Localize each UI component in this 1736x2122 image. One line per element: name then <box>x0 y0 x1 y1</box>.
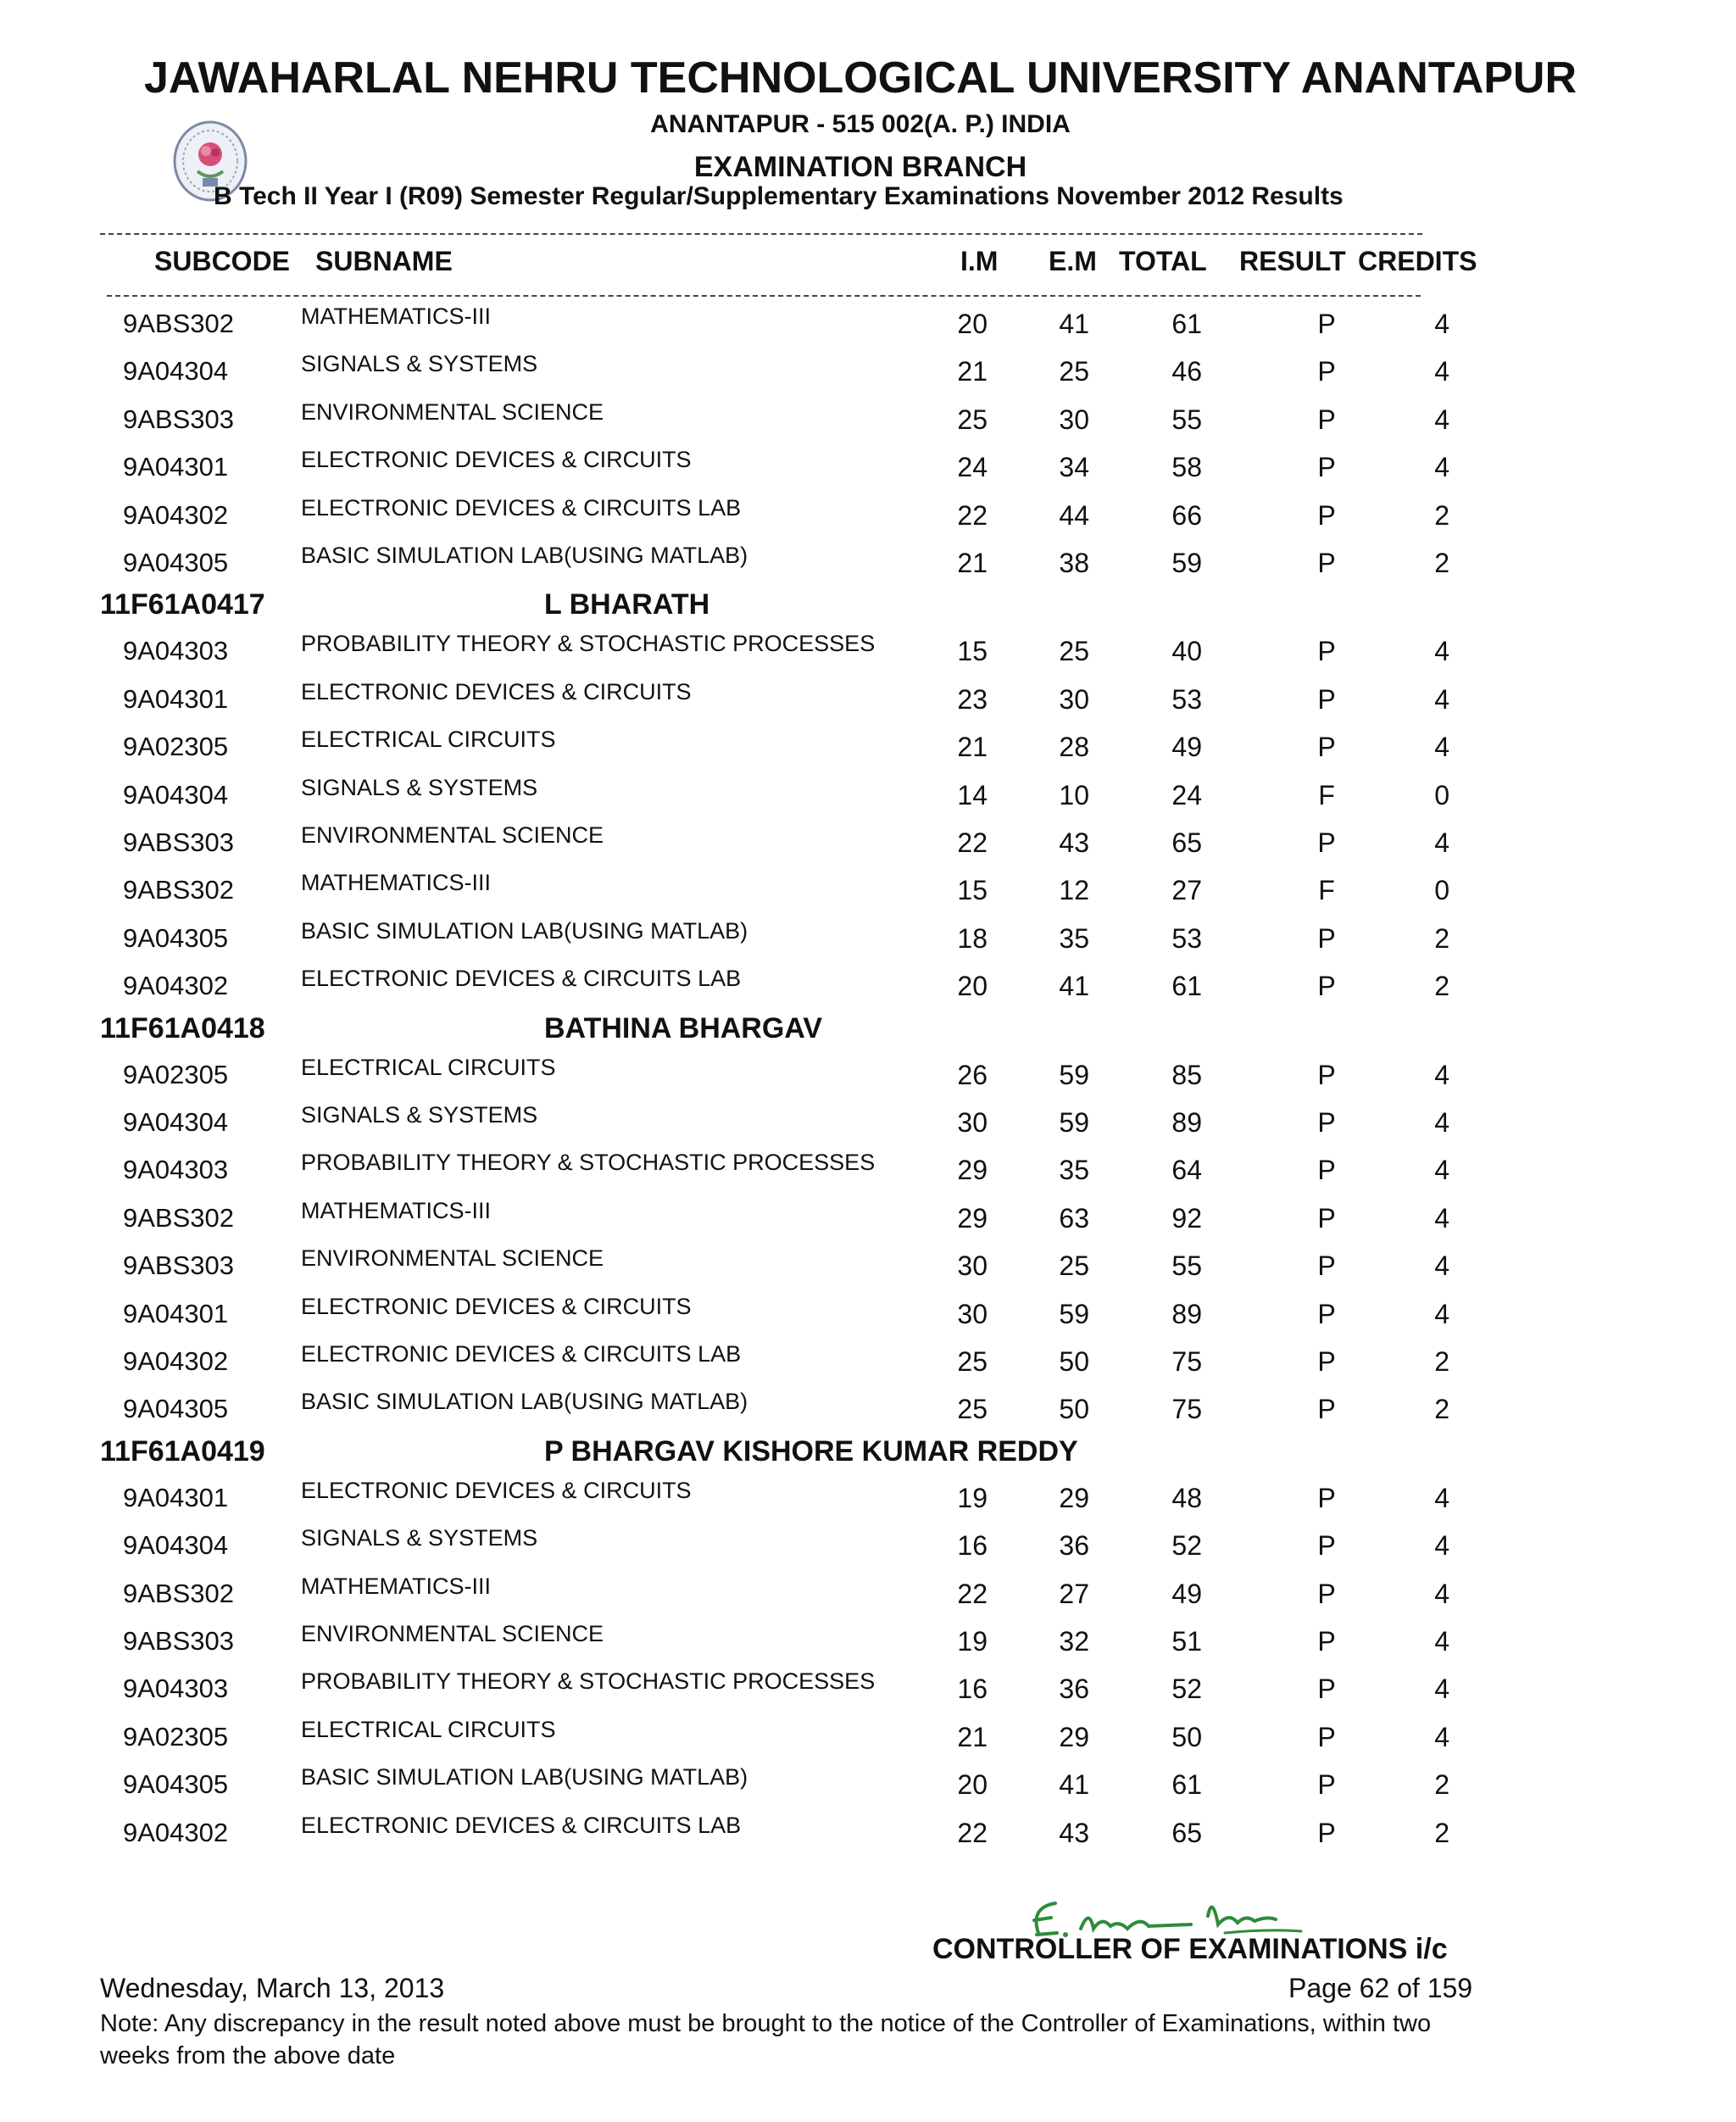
total-marks: 55 <box>1171 404 1202 435</box>
student-header <box>0 1012 1736 1055</box>
result: P <box>1317 309 1336 339</box>
subject-code: 9A04302 <box>123 1817 229 1847</box>
internal-marks: 19 <box>957 1626 988 1657</box>
credits: 4 <box>1434 1721 1449 1752</box>
credits: 4 <box>1434 356 1449 387</box>
credits: 4 <box>1434 1482 1449 1513</box>
internal-marks: 23 <box>957 683 988 715</box>
university-address: ANANTAPUR - 515 002(A. P.) INDIA <box>650 110 1071 138</box>
external-marks: 34 <box>1059 452 1089 483</box>
internal-marks: 30 <box>957 1107 988 1138</box>
internal-marks: 29 <box>957 1202 988 1234</box>
subject-name: ELECTRONIC DEVICES & CIRCUITS <box>301 678 692 705</box>
internal-marks: 25 <box>957 1394 988 1425</box>
subject-code: 9A04303 <box>123 1674 229 1704</box>
table-row <box>0 1572 1736 1619</box>
subject-name: ELECTRONIC DEVICES & CIRCUITS <box>301 1293 692 1319</box>
subject-code: 9ABS303 <box>123 827 234 857</box>
result: P <box>1317 732 1336 763</box>
result: P <box>1317 404 1336 435</box>
subject-code: 9A04301 <box>123 683 229 714</box>
internal-marks: 21 <box>957 356 988 387</box>
exam-title: B Tech II Year I (R09) Semester Regular/Supplementary Examinations November 2012 Results <box>214 182 1344 210</box>
result: P <box>1317 1482 1336 1513</box>
external-marks: 43 <box>1059 1817 1089 1848</box>
subject-name: ELECTRONIC DEVICES & CIRCUITS LAB <box>301 1341 742 1367</box>
external-marks: 25 <box>1059 1250 1089 1282</box>
total-marks: 53 <box>1171 922 1202 954</box>
subject-name: BASIC SIMULATION LAB(USING MATLAB) <box>301 1389 748 1415</box>
credits: 2 <box>1434 1346 1449 1377</box>
subject-name: PROBABILITY THEORY & STOCHASTIC PROCESSES <box>301 1150 876 1176</box>
student-name: BATHINA BHARGAV <box>544 1011 823 1044</box>
credits: 4 <box>1434 1530 1449 1562</box>
internal-marks: 25 <box>957 1346 988 1377</box>
table-row <box>0 398 1736 445</box>
table-row <box>0 1619 1736 1667</box>
external-marks: 63 <box>1059 1202 1089 1234</box>
subject-name: MATHEMATICS-III <box>301 304 491 329</box>
result: P <box>1317 1346 1336 1377</box>
col-header-im: I.M <box>960 246 999 276</box>
result: P <box>1317 1578 1336 1609</box>
internal-marks: 29 <box>957 1155 988 1186</box>
external-marks: 12 <box>1059 875 1089 906</box>
internal-marks: 18 <box>957 922 988 954</box>
subject-name: BASIC SIMULATION LAB(USING MATLAB) <box>301 1764 748 1791</box>
total-marks: 58 <box>1171 452 1202 483</box>
subject-code: 9ABS302 <box>123 875 234 905</box>
credits: 2 <box>1434 499 1449 531</box>
internal-marks: 19 <box>957 1482 988 1513</box>
subject-name: SIGNALS & SYSTEMS <box>301 774 538 800</box>
subject-name: ENVIRONMENTAL SCIENCE <box>301 822 604 848</box>
subject-name: ENVIRONMENTAL SCIENCE <box>301 1245 604 1272</box>
credits: 2 <box>1434 1394 1449 1425</box>
external-marks: 41 <box>1059 1769 1089 1801</box>
subject-code: 9ABS302 <box>123 1578 234 1608</box>
external-marks: 50 <box>1059 1346 1089 1377</box>
internal-marks: 22 <box>957 1817 988 1848</box>
external-marks: 59 <box>1059 1107 1089 1138</box>
external-marks: 27 <box>1059 1578 1089 1609</box>
total-marks: 61 <box>1171 309 1202 339</box>
subject-code: 9A02305 <box>123 1721 229 1752</box>
table-row <box>0 1811 1736 1858</box>
result: F <box>1318 875 1335 906</box>
result: P <box>1317 827 1336 858</box>
table-row <box>0 1523 1736 1571</box>
internal-marks: 26 <box>957 1059 988 1090</box>
credits: 4 <box>1434 1155 1449 1186</box>
subject-name: PROBABILITY THEORY & STOCHASTIC PROCESSES <box>301 631 876 657</box>
subject-name: ELECTRONIC DEVICES & CIRCUITS LAB <box>301 1812 742 1838</box>
total-marks: 53 <box>1171 683 1202 715</box>
subject-name: ENVIRONMENTAL SCIENCE <box>301 1621 604 1646</box>
external-marks: 35 <box>1059 1155 1089 1186</box>
result: P <box>1317 1674 1336 1705</box>
student-header <box>0 588 1736 631</box>
result: F <box>1318 779 1335 810</box>
subject-code: 9ABS302 <box>123 1202 234 1233</box>
internal-marks: 25 <box>957 404 988 435</box>
table-row <box>0 1387 1736 1434</box>
table-row <box>0 1715 1736 1763</box>
internal-marks: 15 <box>957 875 988 906</box>
internal-marks: 30 <box>957 1250 988 1282</box>
credits: 2 <box>1434 922 1449 954</box>
result: P <box>1317 548 1336 578</box>
table-row <box>0 1763 1736 1810</box>
subject-code: 9A04302 <box>123 1346 229 1376</box>
credits: 0 <box>1434 779 1449 810</box>
subject-code: 9A02305 <box>123 732 229 762</box>
subject-code: 9A04302 <box>123 499 229 530</box>
table-row <box>0 1053 1736 1100</box>
subject-name: PROBABILITY THEORY & STOCHASTIC PROCESSES <box>301 1668 876 1695</box>
result: P <box>1317 499 1336 531</box>
internal-marks: 16 <box>957 1530 988 1562</box>
col-header-em: E.M <box>1049 246 1097 276</box>
total-marks: 49 <box>1171 732 1202 763</box>
internal-marks: 22 <box>957 827 988 858</box>
result: P <box>1317 1817 1336 1848</box>
result: P <box>1317 452 1336 483</box>
total-marks: 50 <box>1171 1721 1202 1752</box>
table-row <box>0 629 1736 677</box>
internal-marks: 30 <box>957 1298 988 1329</box>
subject-code: 9A04305 <box>123 922 229 953</box>
subject-code: 9A04301 <box>123 1482 229 1512</box>
external-marks: 32 <box>1059 1626 1089 1657</box>
subject-name: SIGNALS & SYSTEMS <box>301 1102 538 1128</box>
total-marks: 75 <box>1171 1394 1202 1425</box>
external-marks: 43 <box>1059 827 1089 858</box>
table-row <box>0 773 1736 821</box>
total-marks: 59 <box>1171 548 1202 578</box>
subject-code: 9A04304 <box>123 1530 229 1561</box>
internal-marks: 16 <box>957 1674 988 1705</box>
result: P <box>1317 1202 1336 1234</box>
external-marks: 38 <box>1059 548 1089 578</box>
total-marks: 55 <box>1171 1250 1202 1282</box>
table-row <box>0 541 1736 588</box>
total-marks: 65 <box>1171 1817 1202 1848</box>
examination-branch: EXAMINATION BRANCH <box>693 151 1027 183</box>
subject-code: 9ABS303 <box>123 404 234 434</box>
subject-code: 9A02305 <box>123 1059 229 1089</box>
external-marks: 29 <box>1059 1482 1089 1513</box>
internal-marks: 20 <box>957 309 988 339</box>
credits: 4 <box>1434 1107 1449 1138</box>
table-row <box>0 445 1736 493</box>
credits: 4 <box>1434 827 1449 858</box>
total-marks: 52 <box>1171 1674 1202 1705</box>
total-marks: 64 <box>1171 1155 1202 1186</box>
result: P <box>1317 1769 1336 1801</box>
total-marks: 24 <box>1171 779 1202 810</box>
subject-name: ELECTRICAL CIRCUITS <box>301 1054 556 1080</box>
credits: 2 <box>1434 1769 1449 1801</box>
subject-code: 9ABS302 <box>123 309 234 338</box>
internal-marks: 22 <box>957 1578 988 1609</box>
table-row <box>0 1244 1736 1291</box>
student-header <box>0 1435 1736 1478</box>
col-header-credits: CREDITS <box>1358 246 1477 276</box>
external-marks: 50 <box>1059 1394 1089 1425</box>
external-marks: 59 <box>1059 1059 1089 1090</box>
total-marks: 89 <box>1171 1107 1202 1138</box>
table-row <box>0 1196 1736 1244</box>
table-row <box>0 1667 1736 1714</box>
table-row <box>0 916 1736 964</box>
external-marks: 29 <box>1059 1721 1089 1752</box>
subject-name: SIGNALS & SYSTEMS <box>301 351 538 377</box>
result: P <box>1317 1298 1336 1329</box>
total-marks: 27 <box>1171 875 1202 906</box>
external-marks: 36 <box>1059 1674 1089 1705</box>
result: P <box>1317 1155 1336 1186</box>
col-header-subcode: SUBCODE <box>154 246 291 276</box>
result: P <box>1317 356 1336 387</box>
subject-code: 9A04304 <box>123 779 229 810</box>
external-marks: 41 <box>1059 971 1089 1002</box>
external-marks: 28 <box>1059 732 1089 763</box>
result: P <box>1317 971 1336 1002</box>
university-title: JAWAHARLAL NEHRU TECHNOLOGICAL UNIVERSITY ANANTAPUR <box>143 53 1577 103</box>
table-row <box>0 1148 1736 1195</box>
student-id: 11F61A0418 <box>100 1011 265 1044</box>
credits: 4 <box>1434 1059 1449 1090</box>
table-row <box>0 964 1736 1011</box>
credits: 4 <box>1434 309 1449 339</box>
table-row <box>0 349 1736 397</box>
external-marks: 41 <box>1059 309 1089 339</box>
credits: 4 <box>1434 683 1449 715</box>
divider <box>107 295 1421 297</box>
total-marks: 40 <box>1171 636 1202 667</box>
external-marks: 10 <box>1059 779 1089 810</box>
subject-code: 9A04305 <box>123 1769 229 1800</box>
total-marks: 85 <box>1171 1059 1202 1090</box>
credits: 4 <box>1434 1202 1449 1234</box>
result: P <box>1317 922 1336 954</box>
result: P <box>1317 1626 1336 1657</box>
subject-code: 9A04305 <box>123 1394 229 1424</box>
subject-code: 9A04302 <box>123 971 229 1001</box>
subject-code: 9ABS303 <box>123 1626 234 1656</box>
total-marks: 66 <box>1171 499 1202 531</box>
subject-name: ELECTRONIC DEVICES & CIRCUITS <box>301 447 692 473</box>
credits: 2 <box>1434 1817 1449 1848</box>
subject-name: BASIC SIMULATION LAB(USING MATLAB) <box>301 543 748 568</box>
credits: 4 <box>1434 452 1449 483</box>
subject-name: MATHEMATICS-III <box>301 1573 491 1599</box>
subject-code: 9A04303 <box>123 1155 229 1185</box>
credits: 0 <box>1434 875 1449 906</box>
table-row <box>0 725 1736 772</box>
table-row <box>0 1339 1736 1387</box>
total-marks: 75 <box>1171 1346 1202 1377</box>
result: P <box>1317 1250 1336 1282</box>
student-id: 11F61A0419 <box>100 1434 265 1468</box>
internal-marks: 20 <box>957 1769 988 1801</box>
credits: 4 <box>1434 1298 1449 1329</box>
subject-code: 9A04305 <box>123 548 229 577</box>
credits: 2 <box>1434 971 1449 1002</box>
credits: 2 <box>1434 548 1449 578</box>
subject-name: ELECTRICAL CIRCUITS <box>301 1716 556 1742</box>
internal-marks: 14 <box>957 779 988 810</box>
subject-name: ELECTRONIC DEVICES & CIRCUITS LAB <box>301 966 742 992</box>
subject-name: ELECTRICAL CIRCUITS <box>301 727 556 753</box>
table-row <box>0 1292 1736 1339</box>
credits: 4 <box>1434 636 1449 667</box>
subject-code: 9A04304 <box>123 356 229 387</box>
subject-code: 9A04301 <box>123 452 229 482</box>
divider <box>100 233 1422 235</box>
subject-name: ENVIRONMENTAL SCIENCE <box>301 398 604 425</box>
result: P <box>1317 1530 1336 1562</box>
internal-marks: 22 <box>957 499 988 531</box>
table-row <box>0 1476 1736 1523</box>
subject-code: 9A04304 <box>123 1107 229 1137</box>
credits: 4 <box>1434 1674 1449 1705</box>
total-marks: 61 <box>1171 971 1202 1002</box>
external-marks: 59 <box>1059 1298 1089 1329</box>
subject-name: BASIC SIMULATION LAB(USING MATLAB) <box>301 917 748 944</box>
subject-code: 9A04301 <box>123 1298 229 1328</box>
total-marks: 51 <box>1171 1626 1202 1657</box>
total-marks: 89 <box>1171 1298 1202 1329</box>
result: P <box>1317 1059 1336 1090</box>
credits: 4 <box>1434 1578 1449 1609</box>
student-name: P BHARGAV KISHORE KUMAR REDDY <box>544 1434 1078 1468</box>
total-marks: 61 <box>1171 1769 1202 1801</box>
table-row <box>0 302 1736 349</box>
subject-name: SIGNALS & SYSTEMS <box>301 1525 538 1551</box>
external-marks: 25 <box>1059 636 1089 667</box>
table-row <box>0 868 1736 916</box>
total-marks: 52 <box>1171 1530 1202 1562</box>
external-marks: 44 <box>1059 499 1089 531</box>
issue-date: Wednesday, March 13, 2013 <box>100 1973 445 2003</box>
external-marks: 25 <box>1059 356 1089 387</box>
subject-name: MATHEMATICS-III <box>301 870 491 896</box>
subject-code: 9A04303 <box>123 636 229 666</box>
table-row <box>0 493 1736 541</box>
subject-name: ELECTRONIC DEVICES & CIRCUITS LAB <box>301 494 742 521</box>
external-marks: 35 <box>1059 922 1089 954</box>
page-number: Page 62 of 159 <box>1288 1973 1473 2003</box>
total-marks: 65 <box>1171 827 1202 858</box>
controller-title: CONTROLLER OF EXAMINATIONS i/c <box>932 1933 1448 1965</box>
total-marks: 49 <box>1171 1578 1202 1609</box>
table-row <box>0 677 1736 725</box>
internal-marks: 21 <box>957 732 988 763</box>
credits: 4 <box>1434 404 1449 435</box>
discrepancy-note: Note: Any discrepancy in the result noted above must be brought to the notice of the Controller of Examinations, within two weeks from the above date <box>100 2010 1432 2069</box>
external-marks: 30 <box>1059 683 1089 715</box>
table-row <box>0 1100 1736 1148</box>
result: P <box>1317 636 1336 667</box>
internal-marks: 21 <box>957 1721 988 1752</box>
total-marks: 46 <box>1171 356 1202 387</box>
subject-name: MATHEMATICS-III <box>301 1197 491 1223</box>
credits: 4 <box>1434 1626 1449 1657</box>
student-name: L BHARATH <box>544 588 710 621</box>
col-header-subname: SUBNAME <box>315 246 453 276</box>
external-marks: 36 <box>1059 1530 1089 1562</box>
credits: 4 <box>1434 1250 1449 1282</box>
result: P <box>1317 1107 1336 1138</box>
col-header-total: TOTAL <box>1119 246 1207 276</box>
student-id: 11F61A0417 <box>100 588 265 621</box>
col-header-result: RESULT <box>1239 246 1346 276</box>
table-row <box>0 821 1736 868</box>
external-marks: 30 <box>1059 404 1089 435</box>
total-marks: 92 <box>1171 1202 1202 1234</box>
total-marks: 48 <box>1171 1482 1202 1513</box>
result: P <box>1317 1721 1336 1752</box>
internal-marks: 15 <box>957 636 988 667</box>
subject-code: 9ABS303 <box>123 1250 234 1281</box>
subject-name: ELECTRONIC DEVICES & CIRCUITS <box>301 1477 692 1503</box>
credits: 4 <box>1434 732 1449 763</box>
internal-marks: 24 <box>957 452 988 483</box>
result: P <box>1317 683 1336 715</box>
internal-marks: 21 <box>957 548 988 578</box>
internal-marks: 20 <box>957 971 988 1002</box>
result: P <box>1317 1394 1336 1425</box>
